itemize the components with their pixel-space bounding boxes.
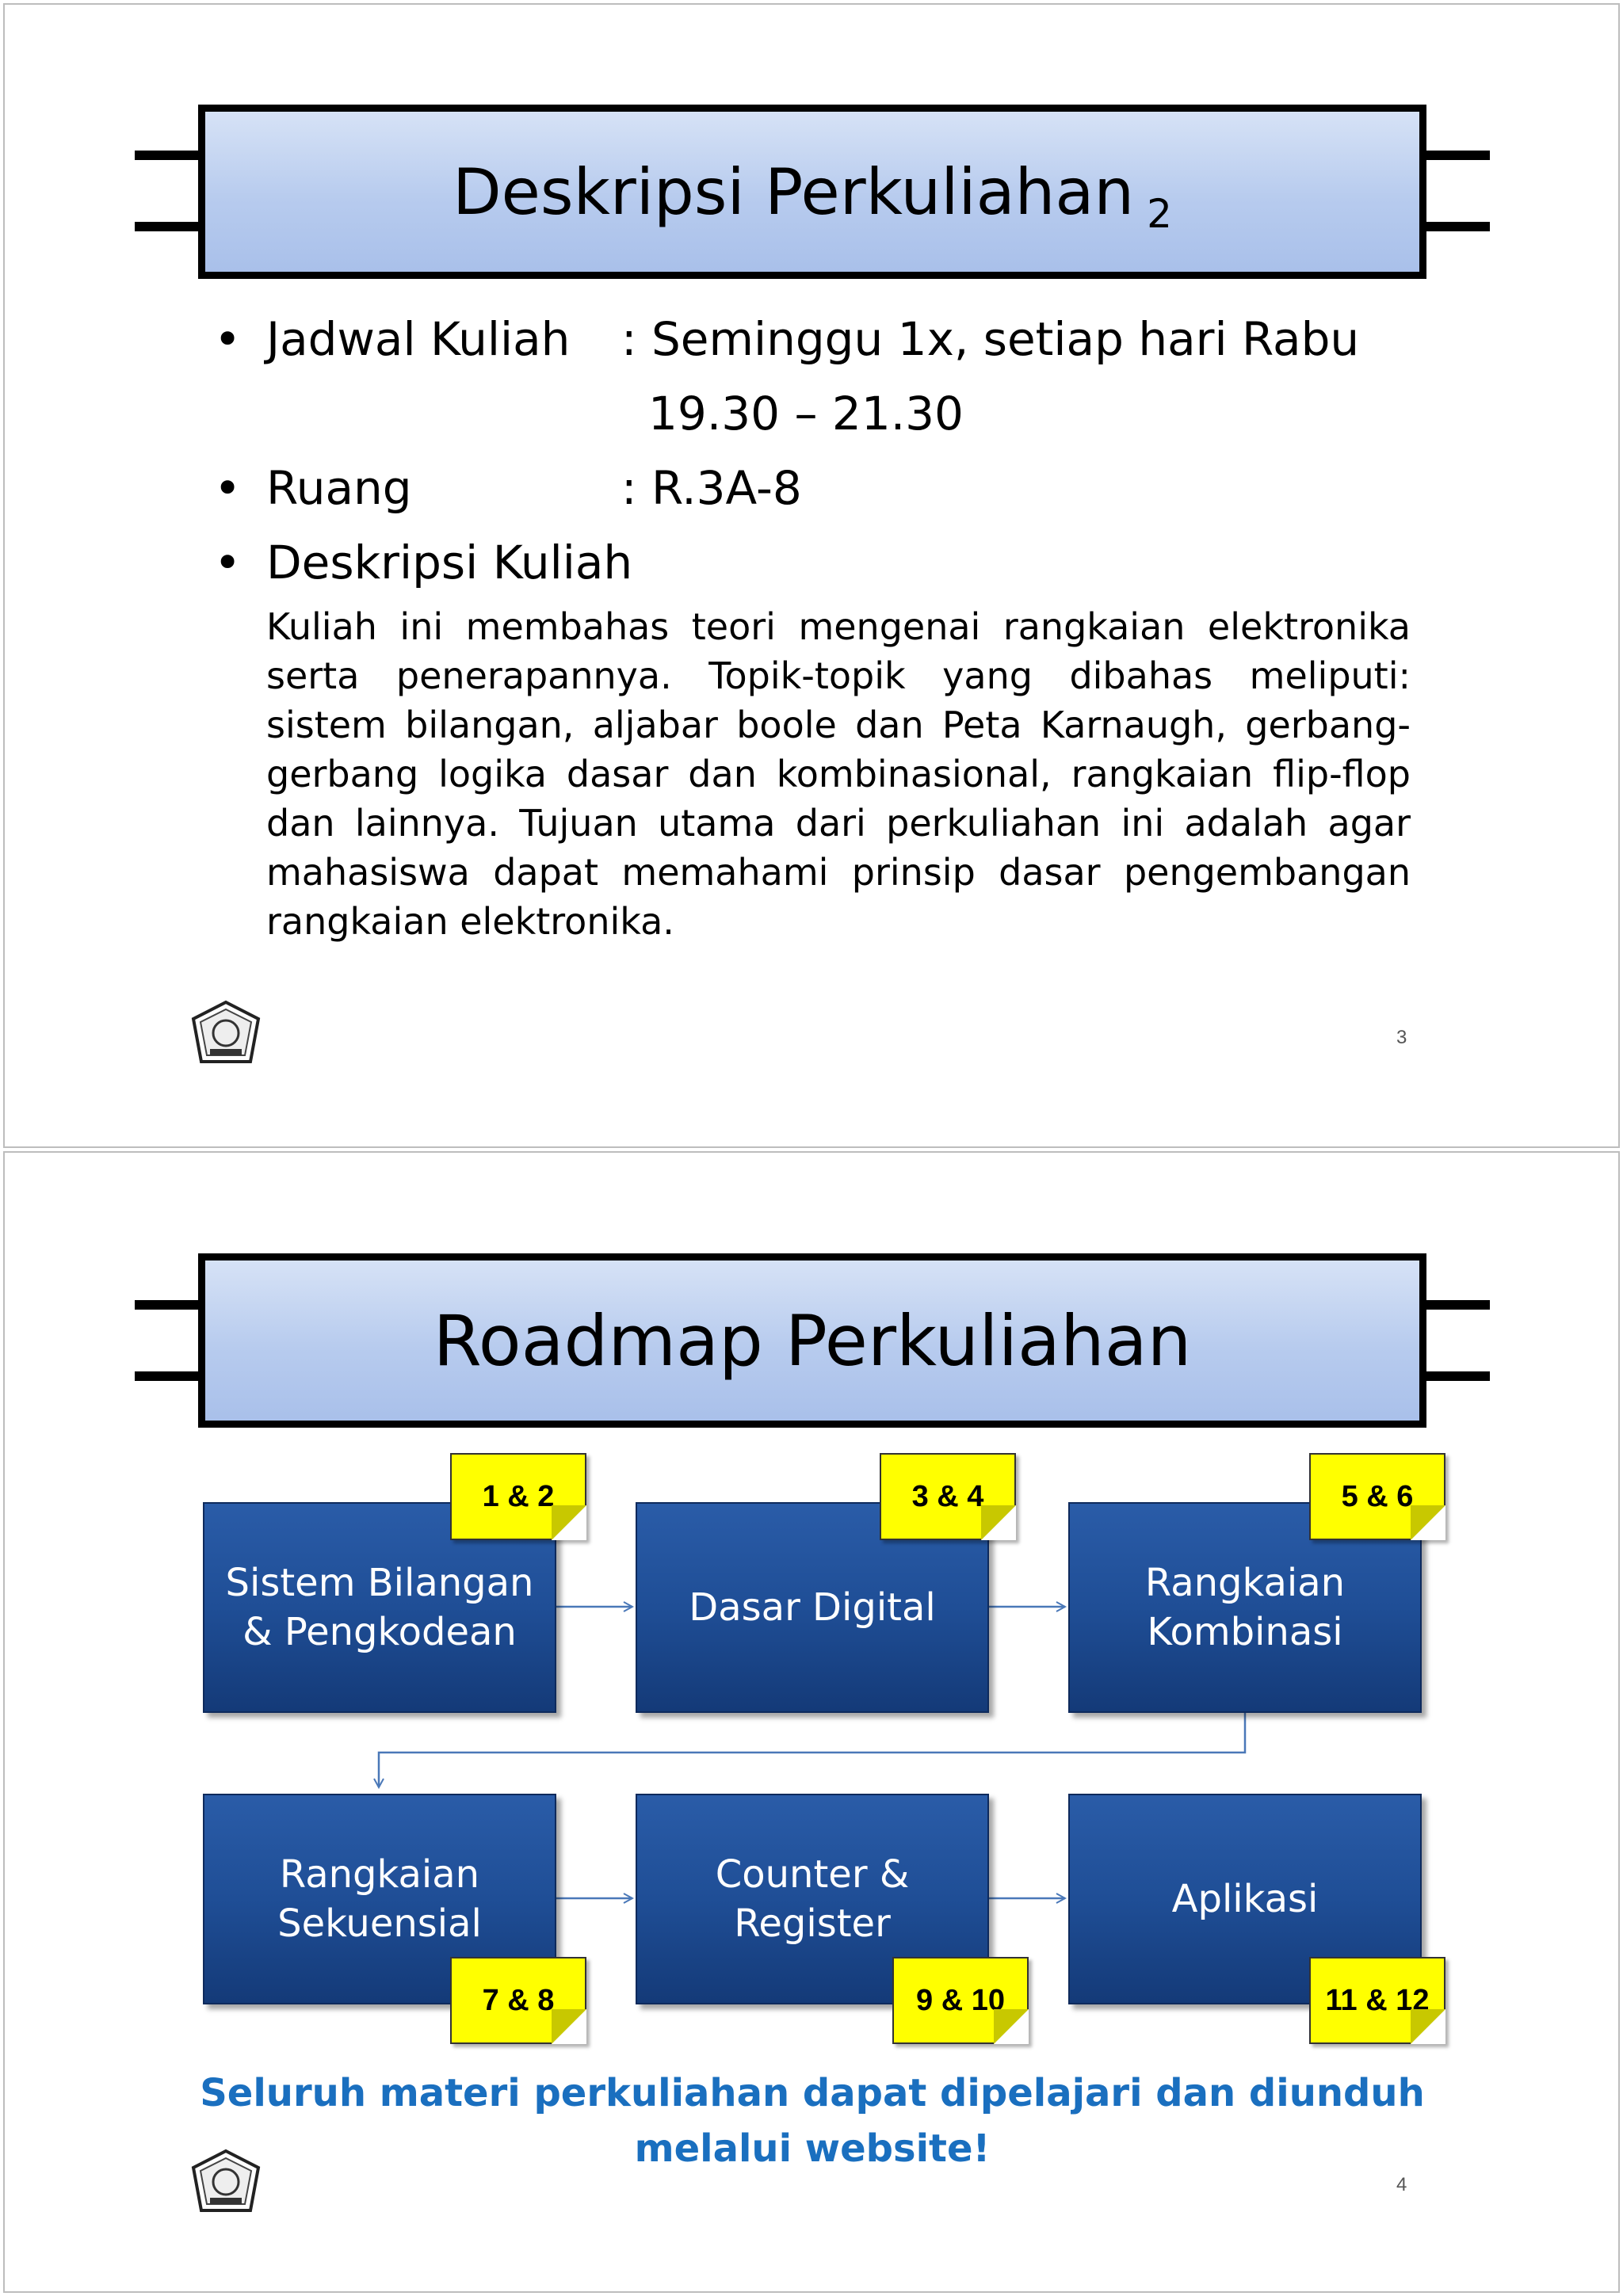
session-note: 7 & 8 (450, 1957, 586, 2044)
bullet-symbol: • (214, 461, 242, 515)
session-note: 9 & 10 (892, 1957, 1029, 2044)
university-emblem-icon (190, 2149, 262, 2214)
box-label: Rangkaian (1144, 1561, 1346, 1605)
bullet-ruang-value: : R.3A-8 (621, 461, 802, 515)
description-line: rangkaian elektronika. (266, 900, 674, 943)
box-label: Kombinasi (1147, 1610, 1343, 1654)
box-label: Counter & (715, 1852, 910, 1897)
bullet-symbol: • (214, 536, 242, 589)
session-note: 1 & 2 (450, 1453, 586, 1540)
session-note: 5 & 6 (1309, 1453, 1445, 1540)
box-label: & Pengkodean (242, 1610, 517, 1654)
session-note: 3 & 4 (880, 1453, 1016, 1540)
session-note: 11 & 12 (1309, 1957, 1445, 2044)
description-line: sistem bilangan, aljabar boole dan Peta Karnaugh, gerbang- (266, 704, 1411, 746)
slide3-title: Deskripsi Perkuliahan (453, 154, 1135, 229)
bullet-jadwal-value: : Seminggu 1x, setiap hari Rabu (621, 312, 1360, 366)
box-label: Register (734, 1901, 891, 1946)
slide4-title: Roadmap Perkuliahan (433, 1299, 1192, 1382)
description-line: gerbang logika dasar dan kombinasional, rangkaian flip-flop (266, 753, 1411, 795)
page-number: 3 (1396, 1027, 1407, 1048)
description-line: Kuliah ini membahas teori mengenai rangkaian elektronika (266, 605, 1411, 648)
closing-line-2: melalui website! (634, 2126, 991, 2171)
description-line: dan lainnya. Tujuan utama dari perkuliahan ini adalah agar (266, 802, 1411, 845)
box-label: Dasar Digital (689, 1585, 936, 1630)
slide3-title-subscript: 2 (1147, 191, 1172, 237)
box-label: Rangkaian (279, 1852, 480, 1897)
box-label: Sekuensial (277, 1901, 482, 1946)
description-line: mahasiswa dapat memahami prinsip dasar pengembangan (266, 851, 1411, 894)
page-number: 4 (1396, 2174, 1407, 2195)
bullet-symbol: • (214, 312, 242, 366)
box-label: Sistem Bilangan (225, 1561, 534, 1605)
bullet-deskripsi-label: Deskripsi Kuliah (266, 536, 633, 589)
bullet-jadwal-label: Jadwal Kuliah (266, 312, 571, 366)
box-label: Aplikasi (1171, 1877, 1319, 1921)
closing-line-1: Seluruh materi perkuliahan dapat dipelajari dan diunduh (200, 2071, 1425, 2115)
bullet-ruang-label: Ruang (266, 461, 412, 515)
description-line: serta penerapannya. Topik-topik yang dibahas meliputi: (266, 654, 1411, 697)
bullet-jadwal-value-cont: 19.30 – 21.30 (648, 387, 964, 441)
arrow-3-to-4 (379, 1713, 1245, 1787)
